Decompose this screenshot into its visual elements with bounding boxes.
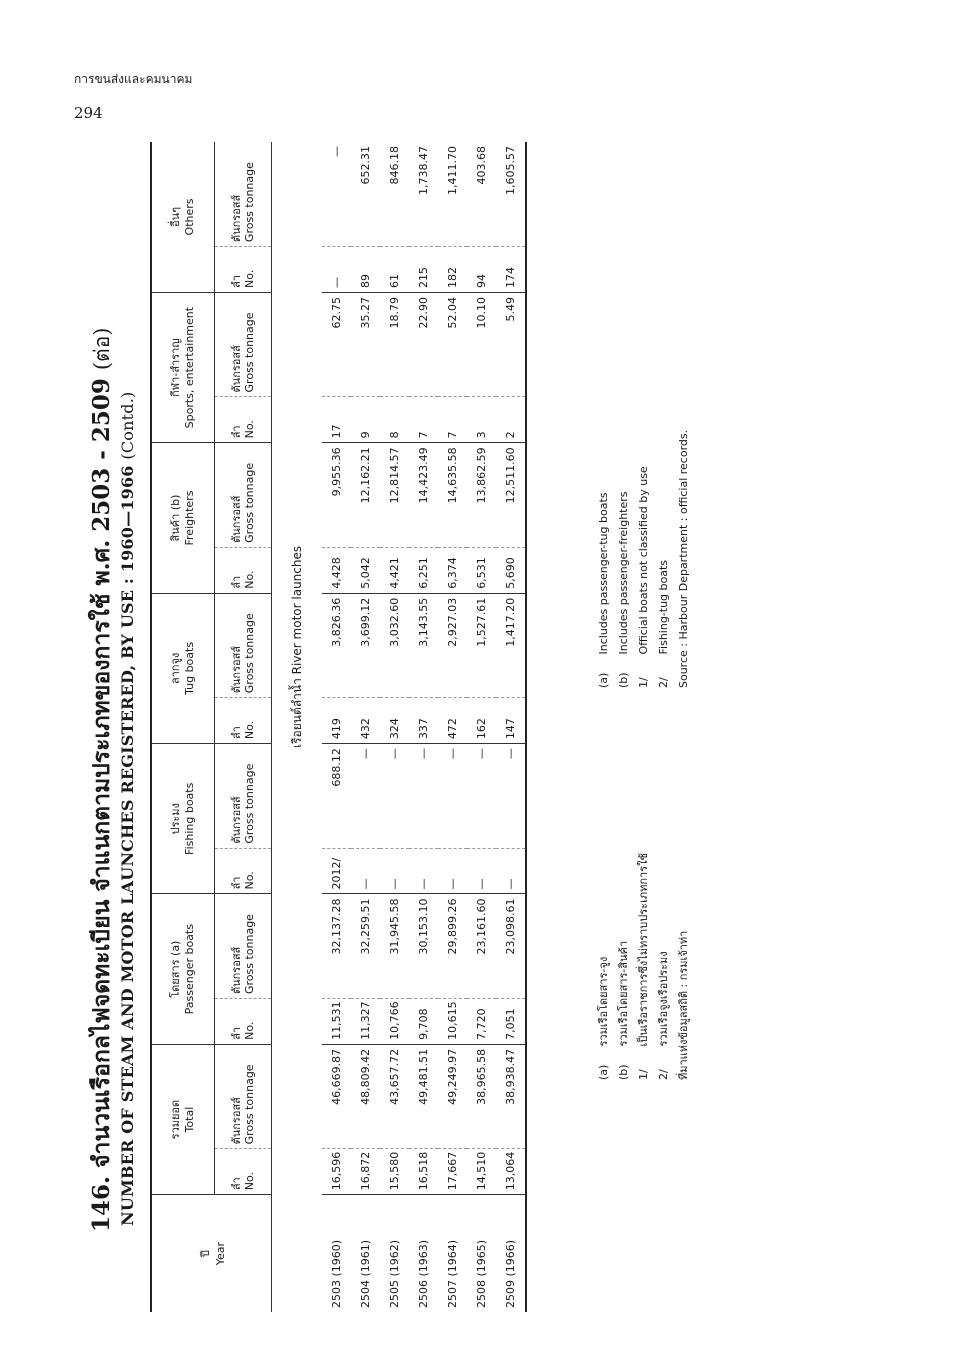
tonnage-cell: 12,511.60	[496, 443, 526, 548]
english-footnote	[594, 430, 614, 688]
footnote-key: 1/	[637, 677, 650, 688]
year-cell: 2505 (1962)	[388, 1239, 401, 1308]
year-cell: 2508 (1965)	[475, 1239, 488, 1308]
count-cell: 15,580	[380, 1149, 409, 1195]
footnote-key: Source :	[677, 643, 690, 688]
rotated-table-page	[82, 92, 942, 1312]
count-cell: 3	[467, 397, 496, 443]
tonnage-cell: 32,259.51	[351, 894, 380, 999]
header-group-row	[151, 142, 215, 1312]
group-header	[151, 443, 215, 593]
thai-footnote	[594, 853, 614, 1080]
tonnage-cell: 30,153.10	[409, 894, 438, 999]
footnote-key: (a)	[597, 1064, 610, 1080]
tonnage-cell: 5.49	[496, 292, 526, 397]
sub-header-no-en: No.	[243, 420, 256, 439]
sub-header-gross-tonnage	[215, 744, 272, 849]
tonnage-cell: 43,657.72	[380, 1044, 409, 1149]
sub-header-gt-en: Gross tonnage	[243, 914, 256, 995]
group-header	[151, 1044, 215, 1194]
sub-header-no-en: No.	[243, 720, 256, 740]
footnotes-thai	[594, 853, 694, 1080]
sub-header-gross-tonnage	[215, 292, 272, 397]
tonnage-cell: 3,143.55	[409, 593, 438, 698]
group-header-th: อื่นๆ	[169, 206, 182, 227]
group-header-en: Others	[183, 198, 196, 236]
count-cell: 2012/	[322, 848, 351, 894]
sub-header-gt-th: ตันกรอสส์	[230, 946, 243, 995]
tonnage-cell: 1,527.61	[467, 593, 496, 698]
tonnage-cell: —	[467, 744, 496, 849]
count-cell: 10,615	[438, 999, 467, 1045]
tonnage-cell: 49,249.97	[438, 1044, 467, 1149]
sub-header-no-en: No.	[243, 1172, 256, 1191]
tonnage-cell: 13,862.59	[467, 443, 496, 548]
count-cell: 215	[409, 247, 438, 293]
group-header-th: ประมง	[169, 803, 182, 835]
count-cell: 94	[467, 247, 496, 293]
tonnage-cell: —	[322, 142, 351, 247]
section-header: การขนส่งและคมนาคม	[74, 72, 193, 86]
count-cell: 182	[438, 247, 467, 293]
year-header	[151, 1195, 272, 1312]
title-thai-contd: (ต่อ)	[90, 327, 114, 371]
group-header-th: โดยสาร (a)	[169, 940, 182, 998]
count-cell: 174	[496, 247, 526, 293]
tonnage-cell: 49,481.51	[409, 1044, 438, 1149]
count-cell: —	[496, 848, 526, 894]
group-header-th: ลากจูง	[169, 652, 182, 685]
tonnage-cell: —	[380, 744, 409, 849]
section-label	[290, 546, 304, 748]
section-label-en: River motor launches	[289, 545, 304, 675]
group-header-en: Tug boats	[183, 641, 196, 695]
group-header	[151, 894, 215, 1044]
sub-header-gross-tonnage	[215, 1044, 272, 1149]
footnote-text: Fishing-tug boats	[657, 559, 670, 655]
sub-header-no	[215, 848, 272, 894]
group-header-th: รวมยอด	[169, 1099, 182, 1140]
table-row	[409, 142, 438, 1312]
footnote-text: รวมเรือจูงเรือประมง	[657, 951, 670, 1047]
count-cell: 4,421	[380, 547, 409, 593]
thai-footnote	[634, 853, 654, 1080]
count-cell: 16,596	[322, 1149, 351, 1195]
thai-footnote	[674, 853, 694, 1080]
sub-header-gt-en: Gross tonnage	[243, 462, 256, 543]
tonnage-cell: 9,955.36	[322, 443, 351, 548]
count-cell: 89	[351, 247, 380, 293]
tonnage-cell: 846.18	[380, 142, 409, 247]
tonnage-cell: 23,098.61	[496, 894, 526, 999]
sub-header-gross-tonnage	[215, 593, 272, 698]
count-cell: 16,872	[351, 1149, 380, 1195]
tonnage-cell: 32,137.28	[322, 894, 351, 999]
footnote-text: กรมเจ้าท่า	[677, 930, 690, 981]
tonnage-cell: —	[496, 744, 526, 849]
count-cell: 324	[380, 698, 409, 744]
year-header-en: Year	[214, 1241, 227, 1266]
count-cell: 147	[496, 698, 526, 744]
footnote-key: (b)	[617, 1064, 630, 1080]
sub-header-no-th: ลำ	[230, 1026, 243, 1040]
tonnage-cell: 52.04	[438, 292, 467, 397]
sub-header-no-en: No.	[243, 269, 256, 288]
sub-header-no-th: ลำ	[230, 1177, 243, 1191]
tonnage-cell: 18.79	[380, 292, 409, 397]
year-cell: 2509 (1966)	[496, 1195, 526, 1312]
table-row	[496, 142, 526, 1312]
sub-header-gross-tonnage	[215, 142, 272, 247]
table-row	[351, 142, 380, 1312]
english-footnote	[654, 430, 674, 688]
count-cell: 17	[322, 397, 351, 443]
tonnage-cell: 46,669.87	[322, 1044, 351, 1149]
english-footnote	[634, 430, 654, 688]
count-cell: 7	[409, 397, 438, 443]
table-row	[438, 142, 467, 1312]
footnote-text: รวมเรือโดยสาร-สินค้า	[617, 940, 630, 1047]
sub-header-no-en: No.	[243, 871, 256, 890]
tonnage-cell: —	[351, 744, 380, 849]
count-cell: —	[409, 848, 438, 894]
english-footnote	[674, 430, 694, 688]
count-cell: 2	[496, 397, 526, 443]
english-footnote	[614, 430, 634, 688]
tonnage-cell: 3,032.60	[380, 593, 409, 698]
sub-header-gt-en: Gross tonnage	[243, 613, 256, 694]
count-cell: 6,251	[409, 547, 438, 593]
sub-header-no	[215, 698, 272, 744]
year-cell: 2507 (1964)	[446, 1239, 459, 1308]
sub-header-gt-en: Gross tonnage	[243, 162, 256, 243]
tonnage-cell: 1,417.20	[496, 593, 526, 698]
count-cell: 472	[438, 698, 467, 744]
footnote-key: (b)	[617, 672, 630, 688]
count-cell: 5,690	[496, 547, 526, 593]
group-header-th: สินค้า (b)	[169, 494, 182, 542]
tonnage-cell: —	[409, 744, 438, 849]
count-cell: 4,428	[322, 547, 351, 593]
tonnage-cell: 12,814.57	[380, 443, 409, 548]
tonnage-cell: 1,411.70	[438, 142, 467, 247]
count-cell: 337	[409, 698, 438, 744]
count-cell: 11,327	[351, 999, 380, 1045]
footnote-key: ที่มาแห่งข้อมูลสถิติ :	[677, 983, 690, 1080]
tonnage-cell: 12,162.21	[351, 443, 380, 548]
sub-header-no	[215, 1149, 272, 1195]
count-cell: 432	[351, 698, 380, 744]
tonnage-cell: 38,938.47	[496, 1044, 526, 1149]
footnote-text: Harbour Department : official records.	[677, 429, 690, 640]
count-cell: 419	[322, 698, 351, 744]
footnote-text: Includes passenger-tug boats	[597, 492, 610, 655]
tonnage-cell: 10.10	[467, 292, 496, 397]
tonnage-cell: 62.75	[322, 292, 351, 397]
year-cell: 2506 (1963)	[417, 1239, 430, 1308]
thai-footnote	[654, 853, 674, 1080]
group-header-en: Freighters	[183, 490, 196, 546]
sub-header-gross-tonnage	[215, 443, 272, 548]
title-english-contd: (Contd.)	[118, 391, 137, 460]
tonnage-cell: —	[438, 744, 467, 849]
tonnage-cell: 652.31	[351, 142, 380, 247]
sub-header-no-th: ลำ	[230, 876, 243, 890]
sub-header-no-th: ลำ	[230, 726, 243, 740]
thai-footnote	[614, 853, 634, 1080]
title-thai	[84, 328, 120, 1233]
sub-header-no	[215, 547, 272, 593]
section-label-th: เรือยนต์ลำน้ำ	[289, 678, 304, 748]
sub-header-no-en: No.	[243, 1021, 256, 1040]
tonnage-cell: 22.90	[409, 292, 438, 397]
footnote-key: (a)	[597, 672, 610, 688]
group-header-en: Total	[183, 1106, 196, 1133]
sub-header-no	[215, 397, 272, 443]
table-row	[322, 142, 351, 1312]
sub-header-no-th: ลำ	[230, 425, 243, 439]
count-cell: —	[467, 848, 496, 894]
tonnage-cell: 38,965.58	[467, 1044, 496, 1149]
count-cell: —	[380, 848, 409, 894]
tonnage-cell: 1,605.57	[496, 142, 526, 247]
group-header	[151, 744, 215, 894]
count-cell: 8	[380, 397, 409, 443]
count-cell: —	[322, 247, 351, 293]
sub-header-no-th: ลำ	[230, 275, 243, 288]
sub-header-gt-en: Gross tonnage	[243, 763, 256, 844]
count-cell: 16,518	[409, 1149, 438, 1195]
group-header	[151, 142, 215, 292]
table-row	[380, 142, 409, 1312]
sub-header-gt-th: ตันกรอสส์	[230, 345, 243, 393]
count-cell: 9,708	[409, 999, 438, 1045]
group-header	[151, 292, 215, 442]
count-cell: 162	[467, 698, 496, 744]
tonnage-cell: 14,635.58	[438, 443, 467, 548]
sub-header-gt-th: ตันกรอสส์	[230, 194, 243, 243]
footnote-key: 2/	[657, 677, 670, 688]
tonnage-cell: 14,423.49	[409, 443, 438, 548]
sub-header-no-en: No.	[243, 570, 256, 589]
count-cell: 7,720	[467, 999, 496, 1045]
tonnage-cell: 35.27	[351, 292, 380, 397]
count-cell: 17,667	[438, 1149, 467, 1195]
tonnage-cell: 403.68	[467, 142, 496, 247]
group-header-en: Passenger boats	[183, 924, 196, 1015]
sub-header-gt-th: ตันกรอสส์	[230, 796, 243, 844]
sub-header-gt-en: Gross tonnage	[243, 1064, 256, 1145]
tonnage-cell: 3,826.36	[322, 593, 351, 698]
sub-header-gt-th: ตันกรอสส์	[230, 1097, 243, 1145]
group-header-en: Sports, entertainment	[183, 306, 196, 429]
footnote-text: Includes passenger-freighters	[617, 491, 630, 655]
count-cell: 13,064	[496, 1149, 526, 1195]
header-sub-row	[215, 142, 272, 1312]
footnotes-english	[594, 430, 694, 688]
count-cell: 11,531	[322, 999, 351, 1045]
group-header-en: Fishing boats	[183, 782, 196, 855]
count-cell: 6,374	[438, 547, 467, 593]
count-cell: 10,766	[380, 999, 409, 1045]
sub-header-gt-th: ตันกรอสส์	[230, 645, 243, 694]
footnote-text: เป็นเรือราชการซึ่งไม่ทราบประเภทการใช้	[637, 853, 650, 1047]
tonnage-cell: 1,738.47	[409, 142, 438, 247]
year-cell: 2504 (1961)	[359, 1239, 372, 1308]
sub-header-gt-th: ตันกรอสส์	[230, 495, 243, 543]
count-cell: —	[438, 848, 467, 894]
sub-header-gt-en: Gross tonnage	[243, 312, 256, 393]
footnote-text: รวมเรือโดยสาร-จูง	[597, 956, 610, 1047]
tonnage-cell: 2,927.03	[438, 593, 467, 698]
title-english-text: NUMBER OF STEAM AND MOTOR LAUNCHES REGISTERED, BY USE : 1960—1966	[118, 465, 137, 1226]
tonnage-cell: 29,899.26	[438, 894, 467, 999]
sub-header-no-th: ลำ	[230, 575, 243, 589]
count-cell: 5,042	[351, 547, 380, 593]
year-cell: 2503 (1960)	[330, 1239, 343, 1308]
footnote-text: Official boats not classified by use	[637, 466, 650, 655]
launches-table	[150, 142, 527, 1312]
sub-header-no	[215, 247, 272, 293]
group-header	[151, 593, 215, 743]
count-cell: 6,531	[467, 547, 496, 593]
title-thai-text: จำนวนเรือกลไฟจดทะเบียน จำแนกตามประเภทของการใช้ พ.ศ. 2503 - 2509	[88, 378, 115, 1168]
footnote-key: 2/	[657, 1069, 670, 1080]
tonnage-cell: 688.12	[322, 744, 351, 849]
tonnage-cell: 3,699.12	[351, 593, 380, 698]
tonnage-cell: 23,161.60	[467, 894, 496, 999]
count-cell: 61	[380, 247, 409, 293]
year-header-th: ปี	[199, 1250, 212, 1258]
count-cell: —	[351, 848, 380, 894]
count-cell: 7	[438, 397, 467, 443]
count-cell: 7,051	[496, 999, 526, 1045]
table-number: 146.	[88, 1175, 115, 1232]
sub-header-gross-tonnage	[215, 894, 272, 999]
sub-header-no	[215, 999, 272, 1045]
page-number: 294	[74, 104, 103, 122]
tonnage-cell: 48,809.42	[351, 1044, 380, 1149]
title-english	[118, 392, 137, 1226]
table-row	[467, 142, 496, 1312]
section-label-cell	[272, 142, 323, 1312]
count-cell: 9	[351, 397, 380, 443]
tonnage-cell: 31,945.58	[380, 894, 409, 999]
group-header-th: กีฬา-สำราญ	[169, 338, 182, 397]
section-label-row	[272, 142, 323, 1312]
footnote-key: 1/	[637, 1069, 650, 1080]
count-cell: 14,510	[467, 1149, 496, 1195]
